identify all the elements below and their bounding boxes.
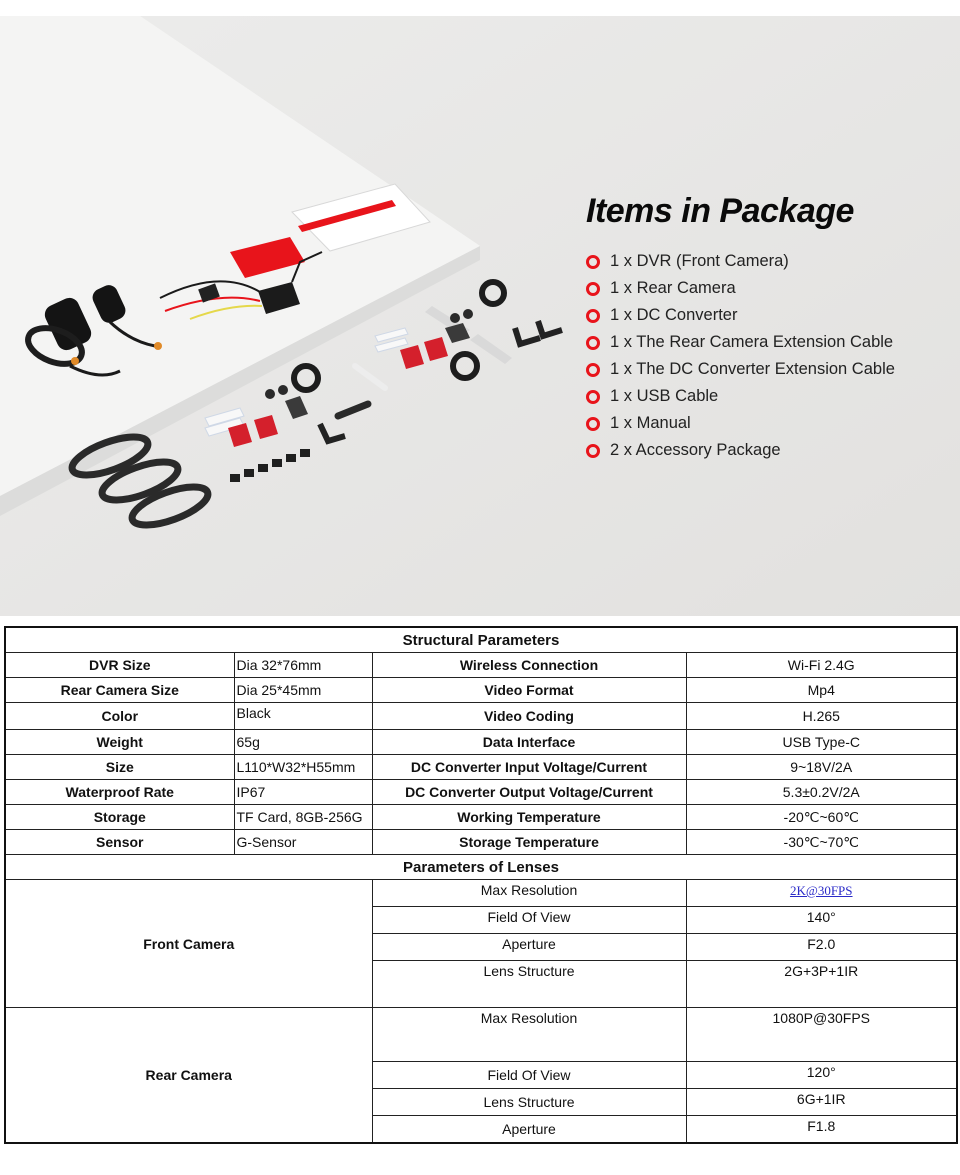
table-row: [5, 703, 957, 730]
max-resolution-link[interactable]: 2K@30FPS: [789, 883, 853, 898]
spec-value: 65g: [234, 730, 372, 755]
spec-value: Wi-Fi 2.4G: [686, 653, 957, 678]
product-photo: [0, 16, 960, 616]
package-item: [586, 383, 895, 410]
spec-value: -20℃~60℃: [686, 805, 957, 830]
package-item-text: 1 x Rear Camera: [610, 279, 736, 297]
bullet-ring-icon: [586, 363, 600, 377]
table-row: [5, 1008, 957, 1062]
rear-camera-label: Rear Camera: [5, 1008, 372, 1144]
bullet-ring-icon: [586, 390, 600, 404]
package-item-text: 1 x DVR (Front Camera): [610, 252, 789, 270]
lens-param-label: Field Of View: [372, 1062, 686, 1089]
package-items-list: [586, 248, 895, 464]
lens-param-value: 120°: [686, 1062, 957, 1089]
lens-param-value: 140°: [686, 907, 957, 934]
spec-label: Storage Temperature: [372, 830, 686, 855]
spec-label: Video Format: [372, 678, 686, 703]
lens-param-label: Aperture: [372, 934, 686, 961]
lens-param-value: 6G+1IR: [686, 1089, 957, 1116]
lens-param-value: F1.8: [686, 1116, 957, 1144]
spec-value: Dia 32*76mm: [234, 653, 372, 678]
bullet-ring-icon: [586, 336, 600, 350]
package-item-text: 1 x The DC Converter Extension Cable: [610, 360, 895, 378]
lens-param-label: Lens Structure: [372, 961, 686, 1008]
lens-param-value: F2.0: [686, 934, 957, 961]
package-item: [586, 275, 895, 302]
spec-label: Sensor: [5, 830, 234, 855]
front-camera-label: Front Camera: [5, 880, 372, 1008]
lens-param-value: 2G+3P+1IR: [686, 961, 957, 1008]
lens-param-value: [686, 880, 957, 907]
lens-param-label: Field Of View: [372, 907, 686, 934]
lens-param-label: Lens Structure: [372, 1089, 686, 1116]
bullet-ring-icon: [586, 255, 600, 269]
package-item-text: 1 x The Rear Camera Extension Cable: [610, 333, 894, 351]
structural-parameters-header: Structural Parameters: [5, 627, 957, 653]
spec-value: 9~18V/2A: [686, 755, 957, 780]
package-item-text: 2 x Accessory Package: [610, 441, 781, 459]
package-title: Items in Package: [586, 192, 854, 230]
package-item-text: 1 x USB Cable: [610, 387, 719, 405]
spec-value: USB Type-C: [686, 730, 957, 755]
spec-label: Video Coding: [372, 703, 686, 730]
table-row: [5, 755, 957, 780]
spec-label: Data Interface: [372, 730, 686, 755]
package-item: [586, 410, 895, 437]
spec-label: Working Temperature: [372, 805, 686, 830]
table-row: [5, 780, 957, 805]
spec-label: Waterproof Rate: [5, 780, 234, 805]
spec-label: Weight: [5, 730, 234, 755]
lens-param-label: Aperture: [372, 1116, 686, 1144]
package-item-text: 1 x Manual: [610, 414, 691, 432]
structural-header-row: [5, 627, 957, 653]
spec-value: Mp4: [686, 678, 957, 703]
spec-table: [4, 626, 958, 1144]
bullet-ring-icon: [586, 282, 600, 296]
lenses-parameters-header: Parameters of Lenses: [5, 855, 957, 880]
table-row: [5, 805, 957, 830]
spec-value: TF Card, 8GB-256G: [234, 805, 372, 830]
spec-label: Storage: [5, 805, 234, 830]
lens-param-label: Max Resolution: [372, 880, 686, 907]
spec-value: Black: [234, 703, 372, 730]
spec-value: G-Sensor: [234, 830, 372, 855]
spec-label: Size: [5, 755, 234, 780]
table-row: [5, 880, 957, 907]
spec-value: -30℃~70℃: [686, 830, 957, 855]
spec-label: Wireless Connection: [372, 653, 686, 678]
lens-param-label: Max Resolution: [372, 1008, 686, 1062]
bullet-ring-icon: [586, 309, 600, 323]
package-item: [586, 248, 895, 275]
spec-label: Color: [5, 703, 234, 730]
spec-value: 5.3±0.2V/2A: [686, 780, 957, 805]
lens-param-value: 1080P@30FPS: [686, 1008, 957, 1062]
spec-label: DC Converter Output Voltage/Current: [372, 780, 686, 805]
lenses-header-row: [5, 855, 957, 880]
package-item: [586, 437, 895, 464]
package-item: [586, 302, 895, 329]
bullet-ring-icon: [586, 417, 600, 431]
package-item: [586, 356, 895, 383]
spec-label: Rear Camera Size: [5, 678, 234, 703]
spec-value: H.265: [686, 703, 957, 730]
spec-value: L110*W32*H55mm: [234, 755, 372, 780]
package-item: [586, 329, 895, 356]
table-row: [5, 678, 957, 703]
spec-value: IP67: [234, 780, 372, 805]
spec-value: Dia 25*45mm: [234, 678, 372, 703]
table-row: [5, 830, 957, 855]
table-row: [5, 730, 957, 755]
spec-label: DVR Size: [5, 653, 234, 678]
bullet-ring-icon: [586, 444, 600, 458]
package-item-text: 1 x DC Converter: [610, 306, 738, 324]
spec-label: DC Converter Input Voltage/Current: [372, 755, 686, 780]
table-row: [5, 653, 957, 678]
